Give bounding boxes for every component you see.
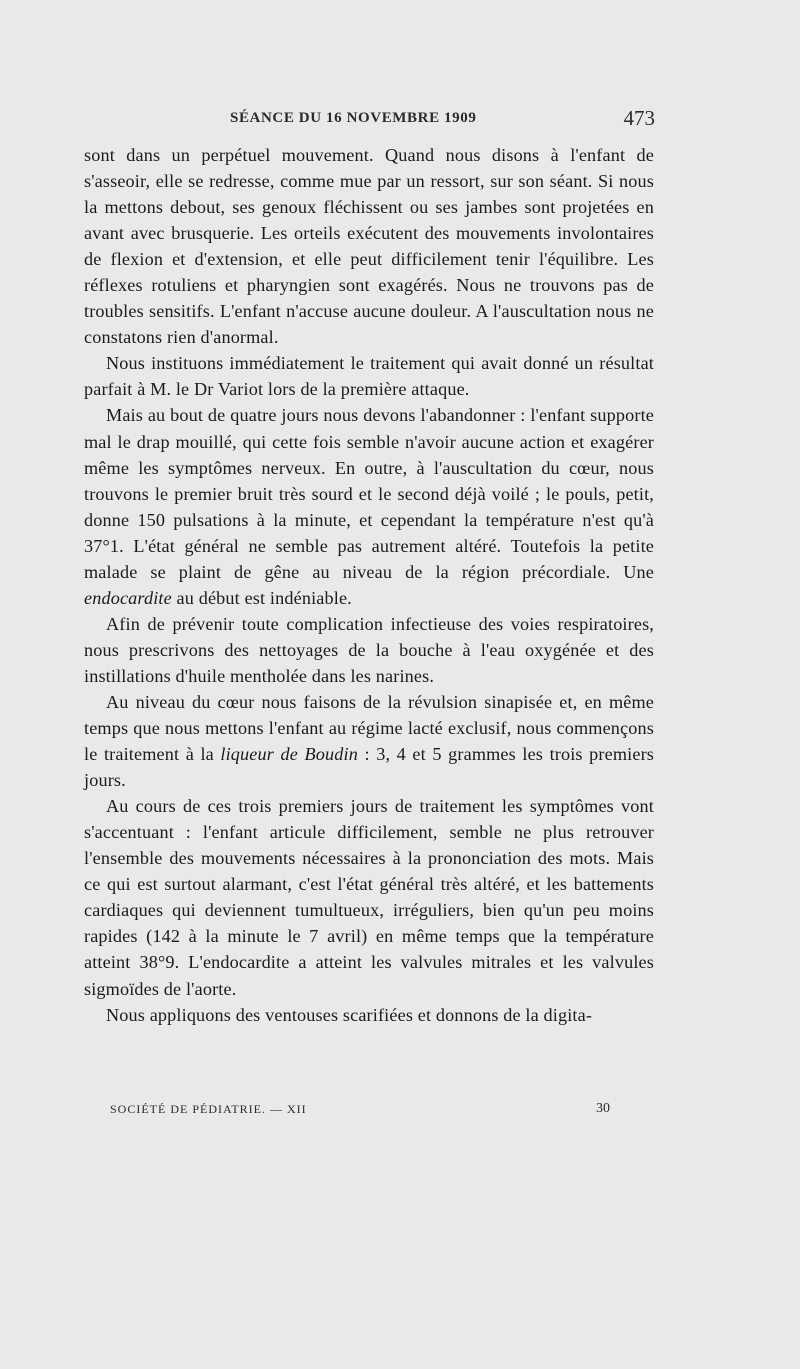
- signature-number: 30: [596, 1101, 610, 1116]
- signature-mark: SOCIÉTÉ DE PÉDIATRIE. — XII: [110, 1102, 307, 1116]
- paragraph-4: Afin de prévenir toute complication infectieuse des voies respiratoires, nous prescrivons des nettoyages de la bouche à l'eau oxygénée et des instillations d'huile mentholée dans les narines.: [84, 613, 654, 686]
- paragraph-7: Nous appliquons des ventouses scarifiées et donnons de la digita-: [106, 1004, 593, 1025]
- paragraph-3-text-before: Mais au bout de quatre jours nous devons l'abandonner : l'enfant supporte mal le drap mouillé, qui cette fois semble n'avoir aucune action et exagérer même les symptômes nerveux. En outre, à l'auscultation du cœur, nous trouvons le premier bruit très sourd et le second déjà voilé ; le pouls, petit, donne 150 pulsations à la minute, et cependant la température n'est qu'à 37°1. L'état général ne semble pas autrement altéré. Toutefois la petite malade se plaint de gêne au niveau de la région précordiale. Une: [84, 405, 654, 582]
- paragraph-6: Au cours de ces trois premiers jours de traitement les symptômes vont s'accentuant : l'enfant articule difficilement, semble ne plus retrouver l'ensemble des mouvements nécessaires à la prononciation des mots. Mais ce qui est surtout alarmant, c'est l'état général très altéré, et les battements cardiaques qui deviennent tumultueux, irréguliers, bien qu'un peu moins rapides (142 à la minute le 7 avril) en même temps que la température atteint 38°9. L'endocardite a atteint les valvules mitrales et les valvules sigmoïdes de l'aorte.: [84, 796, 654, 999]
- paragraph-5: [84, 689, 654, 793]
- paragraph-2: Nous instituons immédiatement le traitement qui avait donné un résultat parfait à M. le Dr Variot lors de la première attaque.: [84, 353, 654, 400]
- page-footer: [110, 1102, 610, 1122]
- running-head: SÉANCE DU 16 NOVEMBRE 1909: [230, 110, 477, 126]
- paragraph-5-text-after: : 3, 4 et 5 grammes les trois premiers jours.: [84, 744, 655, 791]
- paragraph-3-text-after: au début est indéniable.: [171, 587, 352, 608]
- paragraph-1: sont dans un perpétuel mouvement. Quand nous disons à l'enfant de s'asseoir, elle se redresse, comme mue par un ressort, sur son séant. Si nous la mettons debout, ses genoux fléchissent ou ses jambes sont projetées en avant avec brusquerie. Les orteils exécutent des mouvements involontaires de flexion et d'extension, et elle peut difficilement tenir l'équilibre. Les réflexes rotuliens et pharyngien sont exagérés. Nous ne trouvons pas de troubles sensitifs. L'enfant n'accuse aucune douleur. A l'auscultation nous ne constatons rien d'anormal.: [84, 145, 654, 348]
- body-text: [84, 142, 654, 1028]
- paragraph-5-italic: liqueur de Boudin: [220, 744, 358, 765]
- paragraph-5-text-before: Au niveau du cœur nous faisons de la révulsion sinapisée et, en même temps que nous mettons l'enfant au régime lacté exclusif, nous commençons le traitement à la: [84, 691, 654, 765]
- paragraph-3: [84, 402, 654, 610]
- page-header: [80, 106, 655, 136]
- paragraph-3-italic: endocardite: [84, 587, 172, 608]
- page-number: 473: [623, 106, 655, 130]
